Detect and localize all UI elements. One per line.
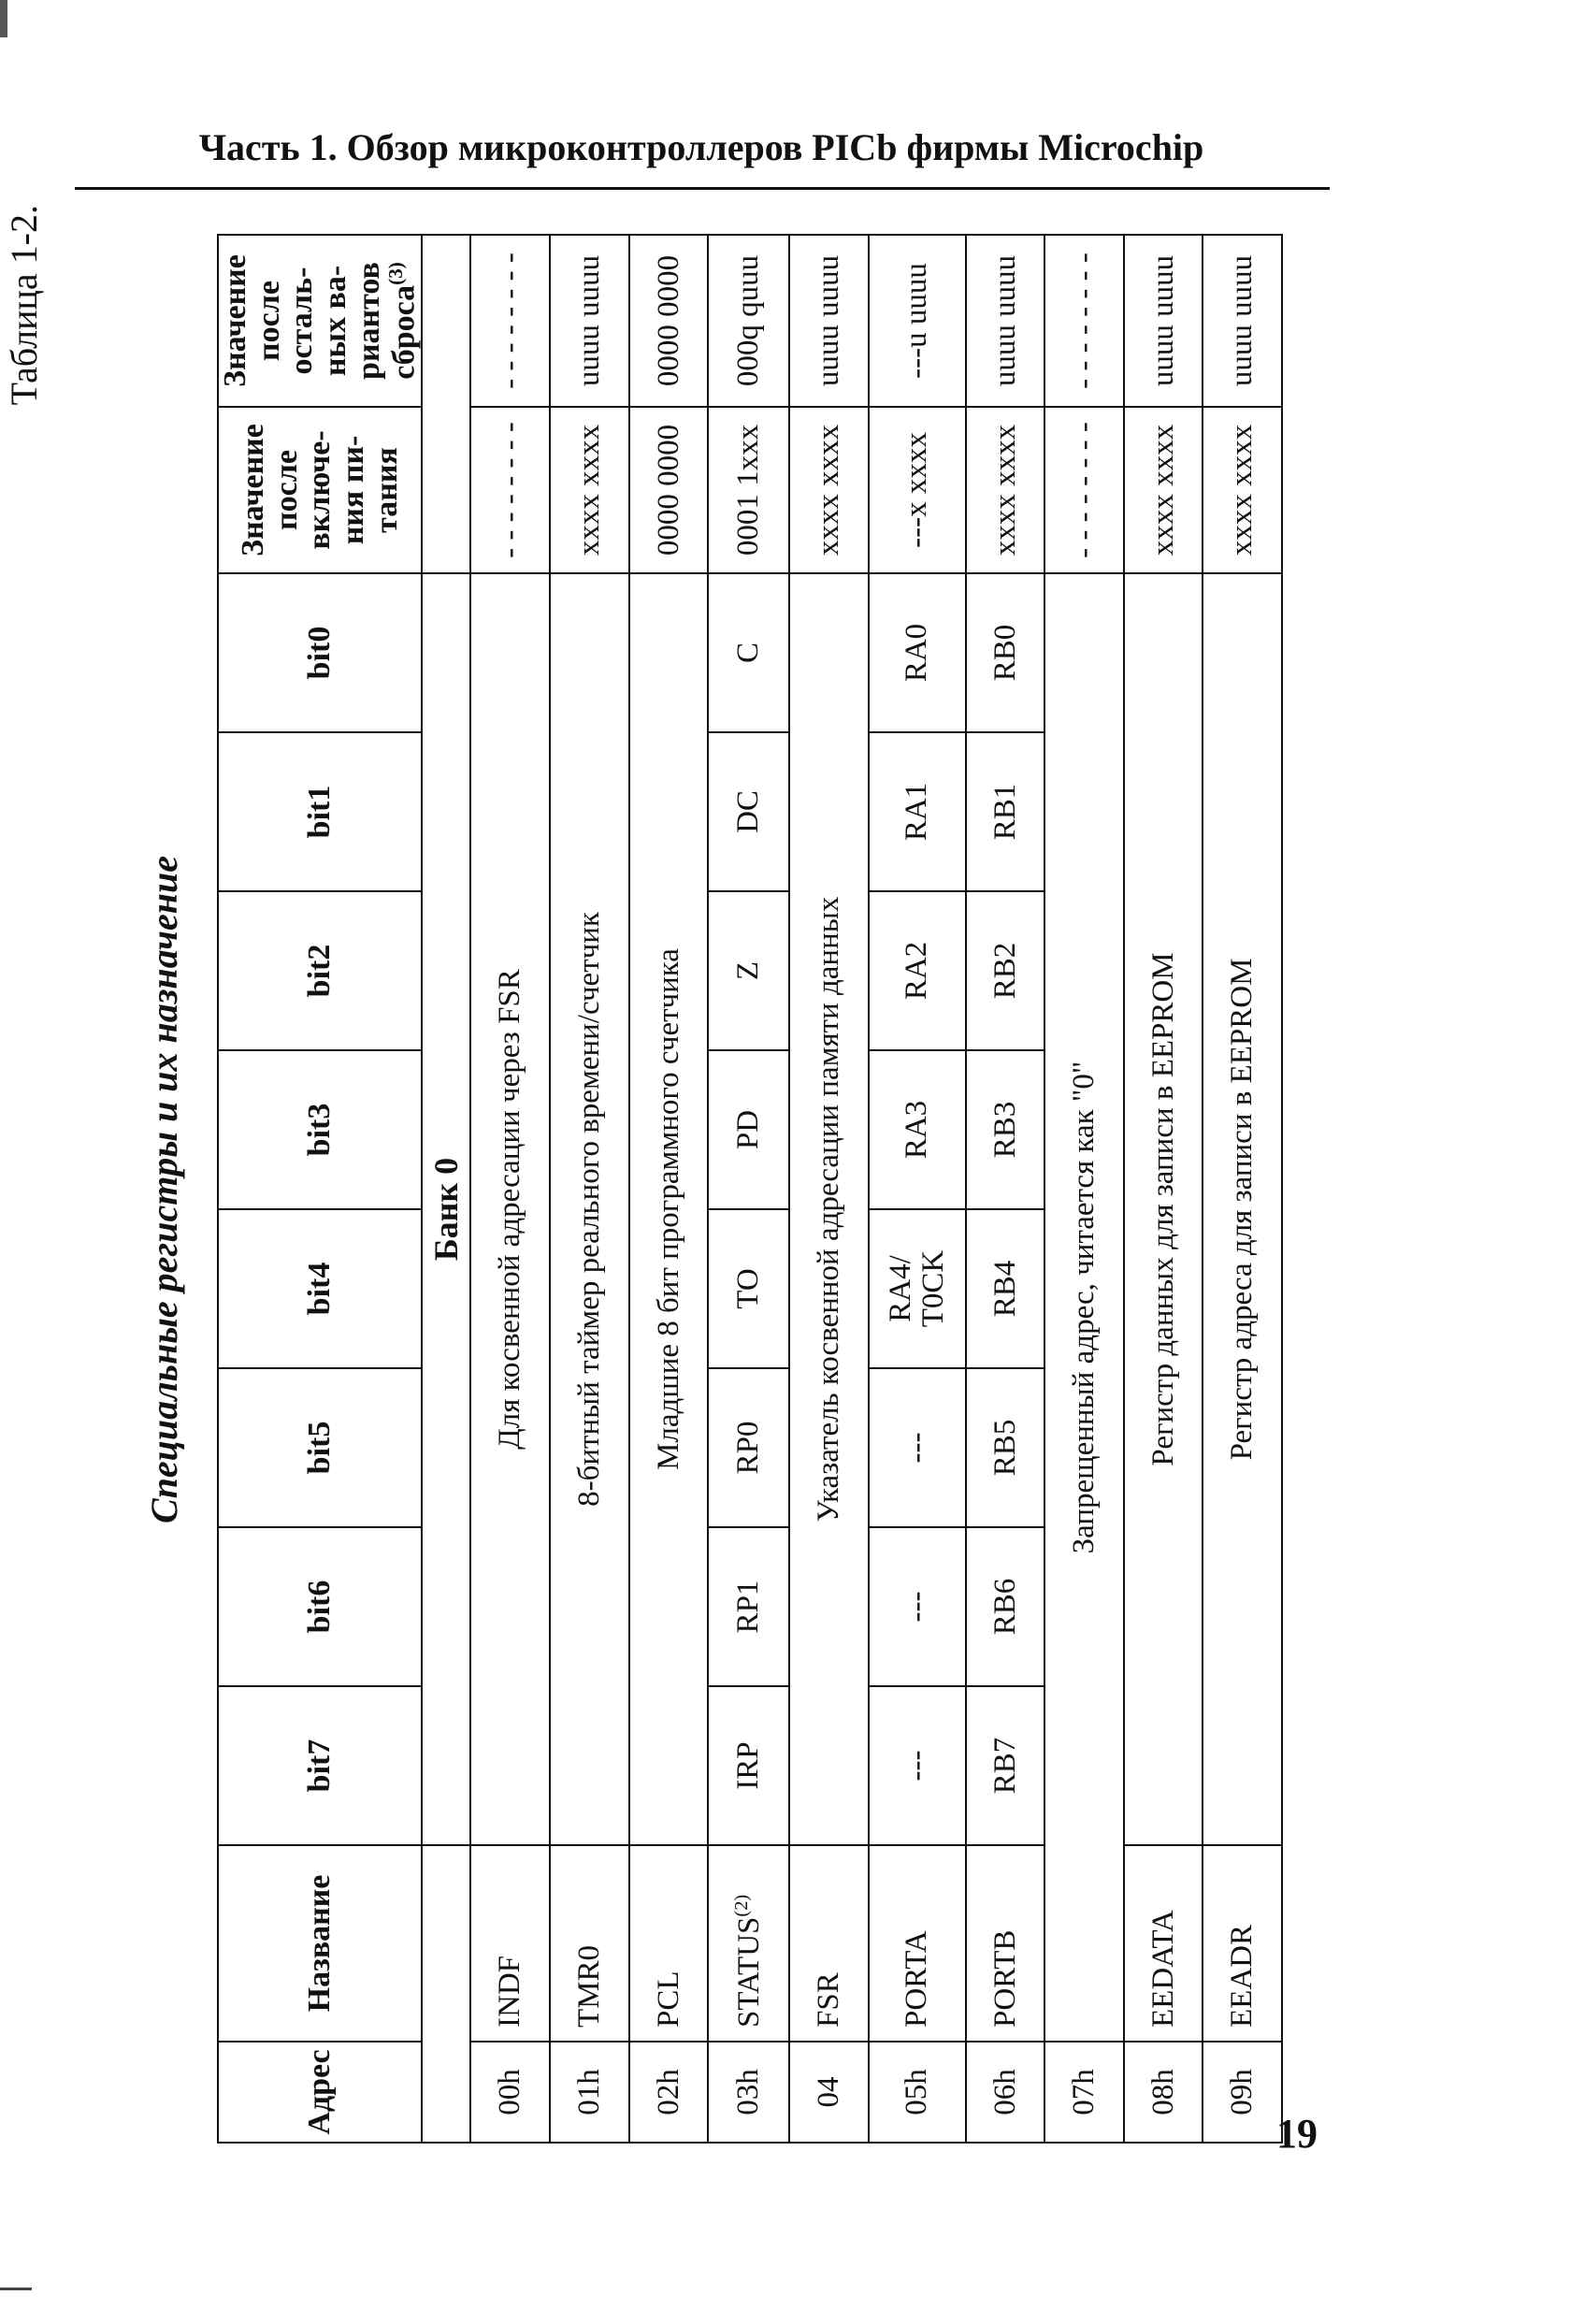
header-bit1: bit1 <box>218 732 422 891</box>
row-name: PCL <box>629 1845 709 2042</box>
row-name: EEDATA <box>1124 1845 1203 2042</box>
table-row <box>550 235 629 2143</box>
bit-cell: --- <box>869 1368 966 1527</box>
header-power-on: Значение после включе-ния пи-тания <box>218 407 422 573</box>
table-row <box>629 235 709 2143</box>
header-address: Адрес <box>218 2042 422 2143</box>
footnote-3-marker: (3) <box>384 262 408 285</box>
scan-edge-mark <box>0 0 7 37</box>
bank-blank-cell-right <box>422 235 470 573</box>
header-bit5: bit5 <box>218 1368 422 1527</box>
row-address: 03h <box>708 2042 789 2143</box>
bit-cell: RA1 <box>869 732 966 891</box>
bit-cell: RB7 <box>966 1686 1045 1845</box>
header-row <box>218 235 422 2143</box>
row-other-reset: ---u uuuu <box>869 235 966 407</box>
header-other-reset-text: Значение после осталь-ных ва-риантов сброса <box>218 254 422 387</box>
table-row <box>1044 235 1124 2143</box>
row-description: Для косвенной адресации через FSR <box>470 573 550 1845</box>
bit-cell: TO <box>708 1209 789 1368</box>
row-address: 08h <box>1124 2042 1203 2143</box>
row-other-reset: 0000 0000 <box>629 235 709 407</box>
header-bit6: bit6 <box>218 1527 422 1686</box>
bit-cell: RB5 <box>966 1368 1045 1527</box>
table-row <box>708 235 789 2143</box>
row-power-on: xxxx xxxx <box>789 407 869 573</box>
table-row <box>1203 235 1282 2143</box>
row-description: Запрещенный адрес, читается как "0" <box>1044 573 1124 2042</box>
bit-cell: RB4 <box>966 1209 1045 1368</box>
row-other-reset: 000q quuu <box>708 235 789 407</box>
row-power-on: ---x xxxx <box>869 407 966 573</box>
row-name <box>708 1845 789 2042</box>
row-power-on: 0000 0000 <box>629 407 709 573</box>
row-address: 02h <box>629 2042 709 2143</box>
header-other-reset <box>218 235 422 407</box>
bit-cell: RB6 <box>966 1527 1045 1686</box>
row-name: FSR <box>789 1845 869 2042</box>
header-bit3: bit3 <box>218 1050 422 1209</box>
bit-cell: RA3 <box>869 1050 966 1209</box>
header-rule <box>75 187 1330 190</box>
table-row <box>869 235 966 2143</box>
row-other-reset: uuuu uuuu <box>550 235 629 407</box>
row-name: PORTB <box>966 1845 1045 2042</box>
table-row <box>966 235 1045 2143</box>
bit-cell: DC <box>708 732 789 891</box>
row-other-reset: uuuu uuuu <box>1203 235 1282 407</box>
bit-cell: RP0 <box>708 1368 789 1527</box>
row-other-reset: uuuu uuuu <box>789 235 869 407</box>
row-description: Указатель косвенной адресации памяти данных <box>789 573 869 1845</box>
page-number: 19 <box>1276 2111 1318 2157</box>
bit-cell: RB2 <box>966 891 1045 1050</box>
table-row <box>470 235 550 2143</box>
row-other-reset: uuuu uuuu <box>1124 235 1203 407</box>
row-description: Регистр данных для записи в EEPROM <box>1124 573 1203 1845</box>
row-address: 06h <box>966 2042 1045 2143</box>
table-row <box>789 235 869 2143</box>
bank-blank-cell <box>422 1845 470 2143</box>
bit-cell: RA2 <box>869 891 966 1050</box>
bit-cell: RP1 <box>708 1527 789 1686</box>
row-power-on: xxxx xxxx <box>1124 407 1203 573</box>
row-power-on: xxxx xxxx <box>550 407 629 573</box>
header-bit4: bit4 <box>218 1209 422 1368</box>
row-description: 8-битный таймер реального времени/счетчик <box>550 573 629 1845</box>
bit-cell: IRP <box>708 1686 789 1845</box>
rotated-table-region <box>2 203 1292 2176</box>
row-power-on: xxxx xxxx <box>1203 407 1282 573</box>
row-other-reset: uuuu uuuu <box>966 235 1045 407</box>
scan-mark <box>0 2288 32 2290</box>
row-power-on: 0001 1xxx <box>708 407 789 573</box>
header-bit0: bit0 <box>218 573 422 732</box>
row-power-on: xxxx xxxx <box>966 407 1045 573</box>
row-description: Регистр адреса для записи в EEPROM <box>1203 573 1282 1845</box>
row-address: 04 <box>789 2042 869 2143</box>
row-name: INDF <box>470 1845 550 2042</box>
bit-cell: PD <box>708 1050 789 1209</box>
row-name: TMR0 <box>550 1845 629 2042</box>
row-description: Младшие 8 бит программного счетчика <box>629 573 709 1845</box>
row-power-on: - - - - - - - - <box>1044 407 1124 573</box>
footnote-2-marker: (2) <box>730 1894 752 1917</box>
bit-cell: RA0 <box>869 573 966 732</box>
bank-label: Банк 0 <box>422 573 470 1845</box>
bit-cell: --- <box>869 1686 966 1845</box>
row-other-reset: - - - - - - - - <box>1044 235 1124 407</box>
header-bit7: bit7 <box>218 1686 422 1845</box>
bit-cell: RB3 <box>966 1050 1045 1209</box>
bank-row <box>422 235 470 2143</box>
table-caption: Специальные регистры и их назначение <box>143 855 185 1524</box>
table-label: Таблица 1-2. <box>3 205 45 406</box>
page-header: Часть 1. Обзор микроконтроллеров PICb фирмы Microchip <box>198 126 1204 168</box>
row-address: 05h <box>869 2042 966 2143</box>
row-other-reset: - - - - - - - - <box>470 235 550 407</box>
header-name: Название <box>218 1845 422 2042</box>
table-row <box>1124 235 1203 2143</box>
row-address: 07h <box>1044 2042 1124 2143</box>
bit-cell: --- <box>869 1527 966 1686</box>
row-power-on: - - - - - - - - <box>470 407 550 573</box>
registers-table <box>217 234 1283 2144</box>
bit-cell: C <box>708 573 789 732</box>
row-address: 01h <box>550 2042 629 2143</box>
bit-cell: RA4/ T0CK <box>869 1209 966 1368</box>
row-address: 09h <box>1203 2042 1282 2143</box>
bit-cell: RB1 <box>966 732 1045 891</box>
row-name-text: STATUS <box>731 1916 766 2028</box>
row-name: EEADR <box>1203 1845 1282 2042</box>
bit-cell: Z <box>708 891 789 1050</box>
row-name: PORTA <box>869 1845 966 2042</box>
row-address: 00h <box>470 2042 550 2143</box>
header-bit2: bit2 <box>218 891 422 1050</box>
bit-cell: RB0 <box>966 573 1045 732</box>
